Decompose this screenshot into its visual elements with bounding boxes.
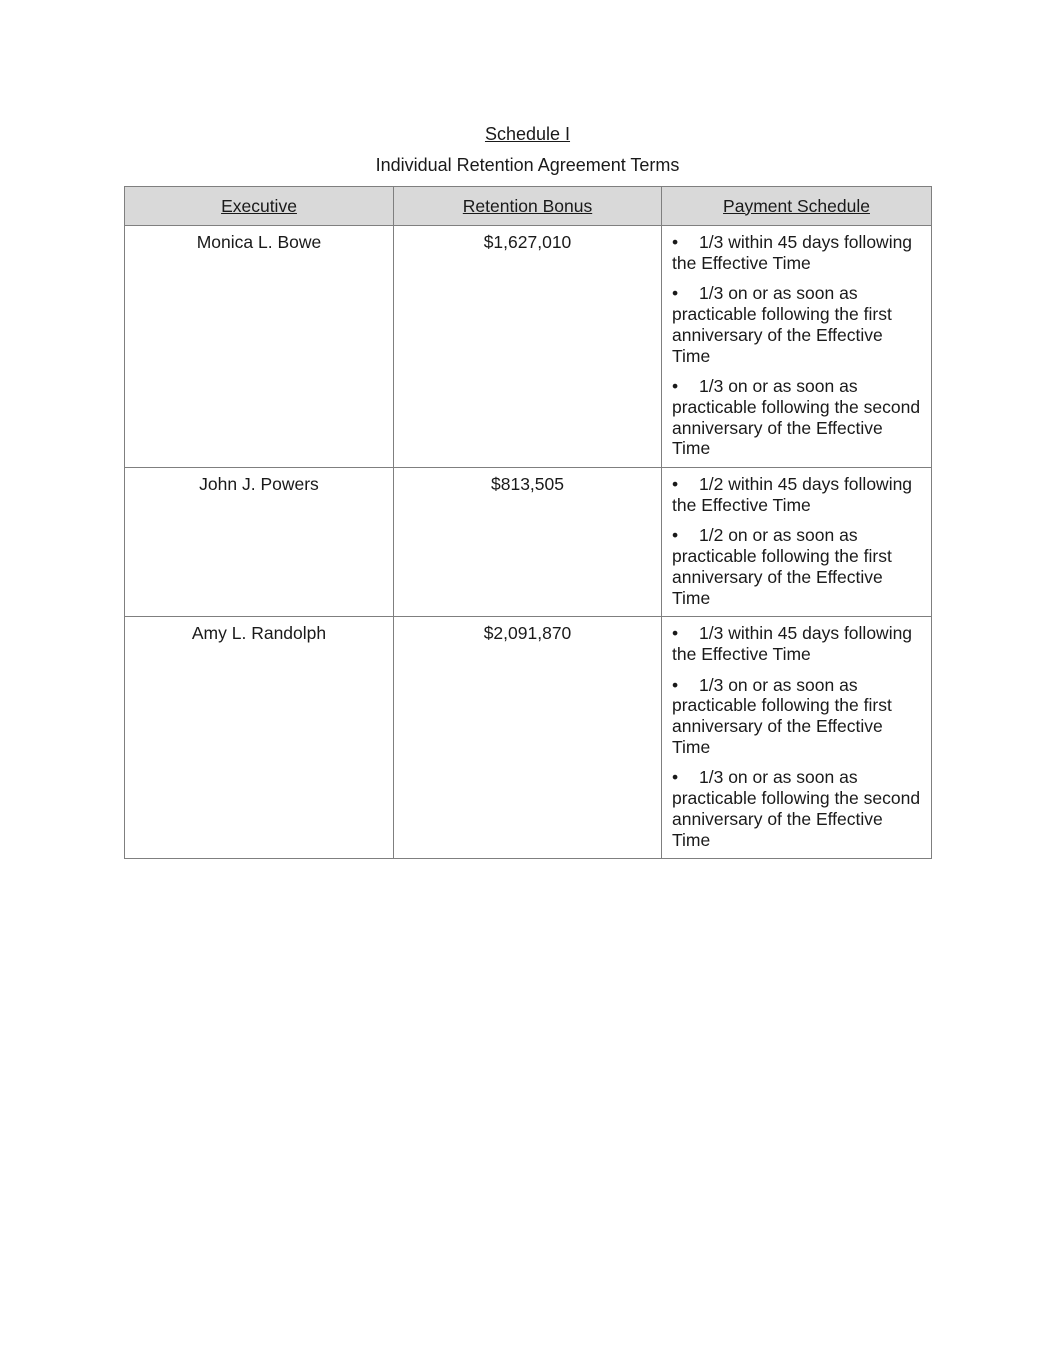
list-item [672,283,921,366]
bullet-icon: • [672,674,679,695]
bullet-icon: • [672,376,679,397]
page-title: Schedule I [484,124,571,144]
schedule-text: 1/3 on or as soon as practicable following the first anniversary of the Effective Time [672,283,892,366]
header-executive [125,187,394,226]
schedule-text: 1/3 within 45 days following the Effective Time [672,623,913,664]
schedule-text: 1/2 within 45 days following the Effective Time [672,474,913,515]
list-item [672,474,921,515]
schedule-cell [662,226,932,468]
executive-cell: Monica L. Bowe [125,226,394,468]
bullet-icon: • [672,232,679,252]
schedule-list [672,232,921,459]
header-executive-label: Executive [221,195,297,216]
list-item [672,767,921,850]
schedule-text: 1/3 on or as soon as practicable following the second anniversary of the Effective Time [672,767,921,850]
table-row [125,226,932,468]
bonus-cell: $1,627,010 [394,226,662,468]
schedule-text: 1/3 on or as soon as practicable following the first anniversary of the Effective Time [672,674,892,757]
schedule-list [672,623,921,850]
table-row [125,617,932,859]
executive-cell: John J. Powers [125,468,394,617]
list-item [672,232,921,273]
retention-terms-table [124,186,932,859]
schedule-cell [662,468,932,617]
header-payment-schedule [662,187,932,226]
bonus-cell: $2,091,870 [394,617,662,859]
executive-cell: Amy L. Randolph [125,617,394,859]
schedule-text: 1/2 on or as soon as practicable following the first anniversary of the Effective Time [672,525,892,608]
table-header-row [125,187,932,226]
list-item [672,623,921,664]
schedule-text: 1/3 within 45 days following the Effective Time [672,232,913,273]
schedule-cell [662,617,932,859]
schedule-list [672,474,921,608]
page-subtitle: Individual Retention Agreement Terms [375,155,680,175]
bonus-cell: $813,505 [394,468,662,617]
header-payment-schedule-label: Payment Schedule [723,195,870,216]
bullet-icon: • [672,283,679,304]
table-row [125,468,932,617]
list-item [672,525,921,608]
header-retention-bonus-label: Retention Bonus [462,195,593,216]
list-item [672,675,921,758]
bullet-icon: • [672,474,679,495]
bullet-icon: • [672,525,679,546]
header-retention-bonus [394,187,662,226]
list-item [672,376,921,459]
bullet-icon: • [672,767,679,788]
schedule-text: 1/3 on or as soon as practicable following the second anniversary of the Effective Time [672,376,921,459]
bullet-icon: • [672,623,679,644]
